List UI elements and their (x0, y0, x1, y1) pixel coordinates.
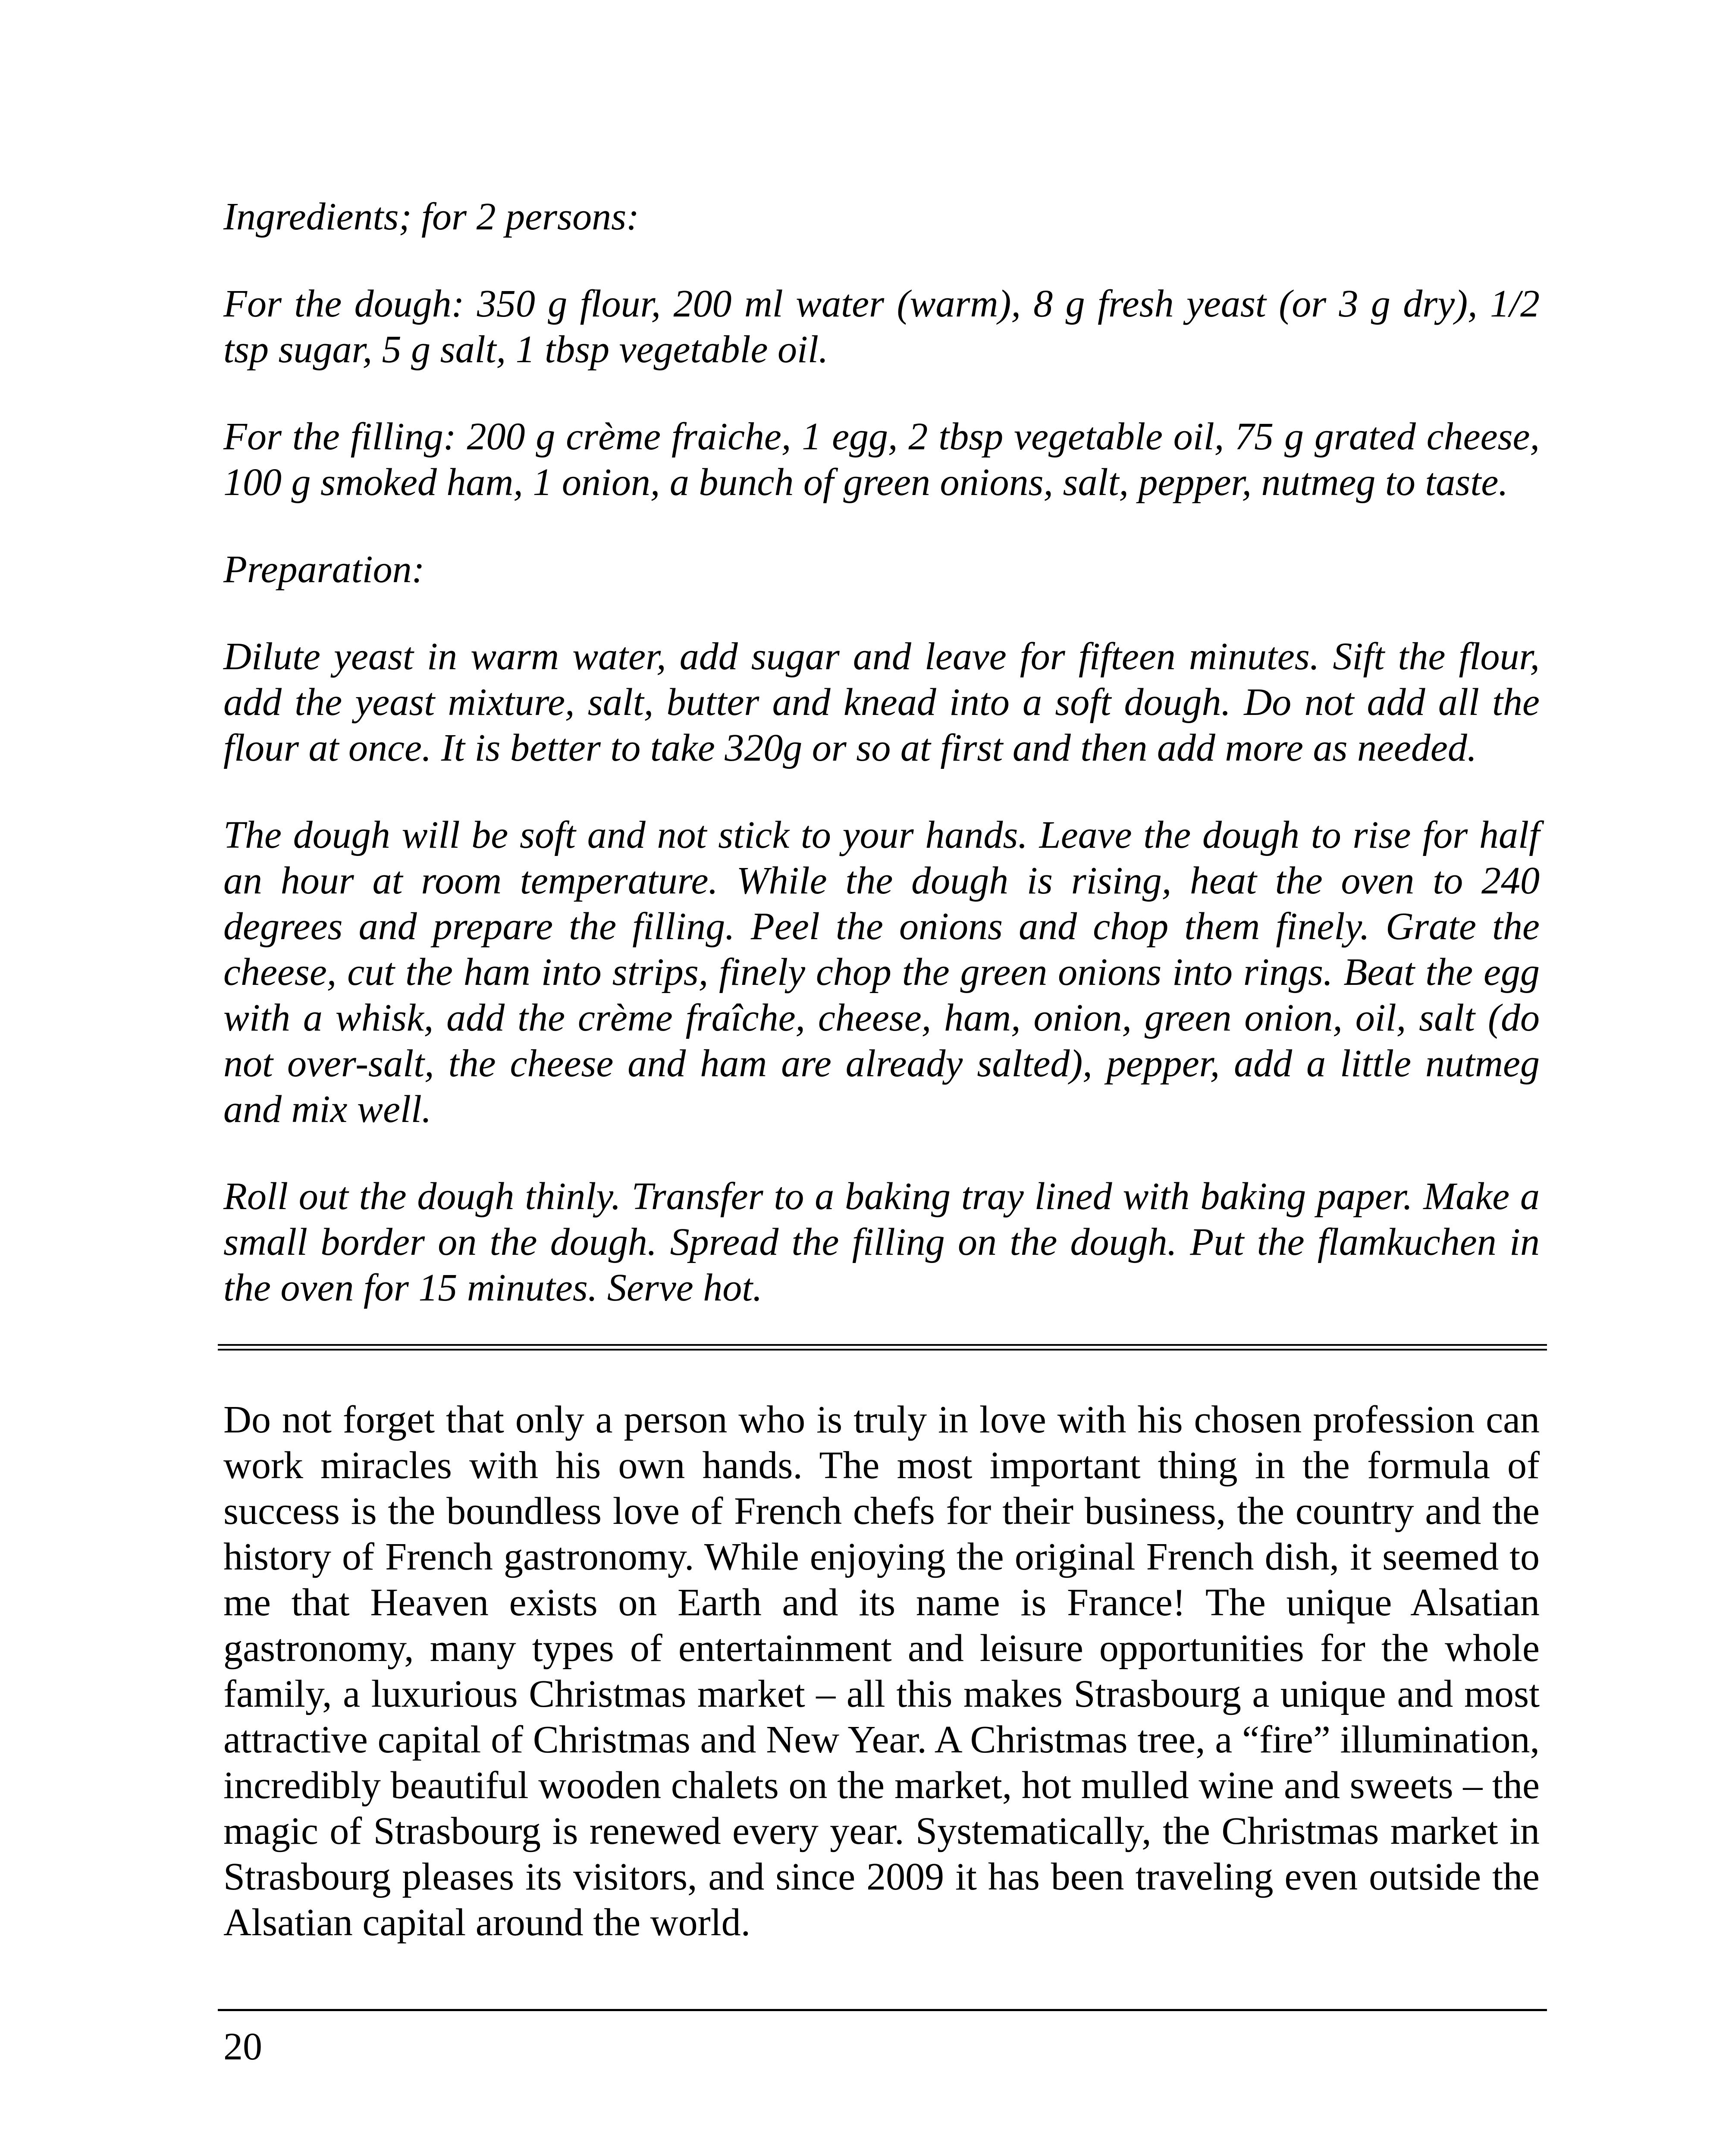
preparation-step-1: Dilute yeast in warm water, add sugar and leave for fifteen minutes. Sift the flour, add the yeast mixture, salt, butter and knead into a soft dough. Do not add all the flour at once. It is better to take 320g or so at first and then add more as needed. (223, 635, 1540, 769)
recipe-section (223, 194, 1540, 1311)
footer-rule (218, 2009, 1547, 2011)
dough-ingredients: For the dough: 350 g flour, 200 ml water (warm), 8 g fresh yeast (or 3 g dry), 1/2 tsp sugar, 5 g salt, 1 tbsp vegetable oil. (223, 282, 1540, 371)
preparation-heading: Preparation: (223, 548, 425, 591)
ingredients-heading: Ingredients; for 2 persons: (223, 195, 640, 238)
section-divider (218, 1344, 1547, 1351)
closing-paragraph: Do not forget that only a person who is truly in love with his chosen profession can work miracles with his own hands. The most important thing in the formula of success is the boundless love of French chefs for their business, the country and the history of French gastronomy. While enjoying the original French dish, it seemed to me that Heaven exists on Earth and its name is France! The unique Alsatian gastronomy, many types of entertainment and leisure opportunities for the whole family, a luxurious Christmas market – all this makes Strasbourg a unique and most attractive capital of Christmas and New Year. A Christmas tree, a “fire” illumination, incredibly beautiful wooden chalets on the market, hot mulled wine and sweets – the magic of Strasbourg is renewed every year. Systematically, the Christmas market in Strasbourg pleases its visitors, and since 2009 it has been traveling even outside the Alsatian capital around the world. (223, 1398, 1540, 1944)
preparation-step-3: Roll out the dough thinly. Transfer to a baking tray lined with baking paper. Make a small border on the dough. Spread the filling on the dough. Put the flamkuchen in the oven for 15 minutes. Serve hot. (223, 1175, 1540, 1309)
page-number: 20 (223, 2025, 262, 2068)
preparation-step-2: The dough will be soft and not stick to your hands. Leave the dough to rise for half an hour at room temperature. While the dough is rising, heat the oven to 240 degrees and prepare the filling. Peel the onions and chop them finely. Grate the cheese, cut the ham into strips, finely chop the green onions into rings. Beat the egg with a whisk, add the crème fraîche, cheese, ham, onion, green onion, oil, salt (do not over-salt, the cheese and ham are already salted), pepper, add a little nutmeg and mix well. (223, 814, 1540, 1131)
filling-ingredients: For the filling: 200 g crème fraiche, 1 egg, 2 tbsp vegetable oil, 75 g grated cheese, 100 g smoked ham, 1 onion, a bunch of green onions, salt, pepper, nutmeg to taste. (223, 415, 1540, 504)
